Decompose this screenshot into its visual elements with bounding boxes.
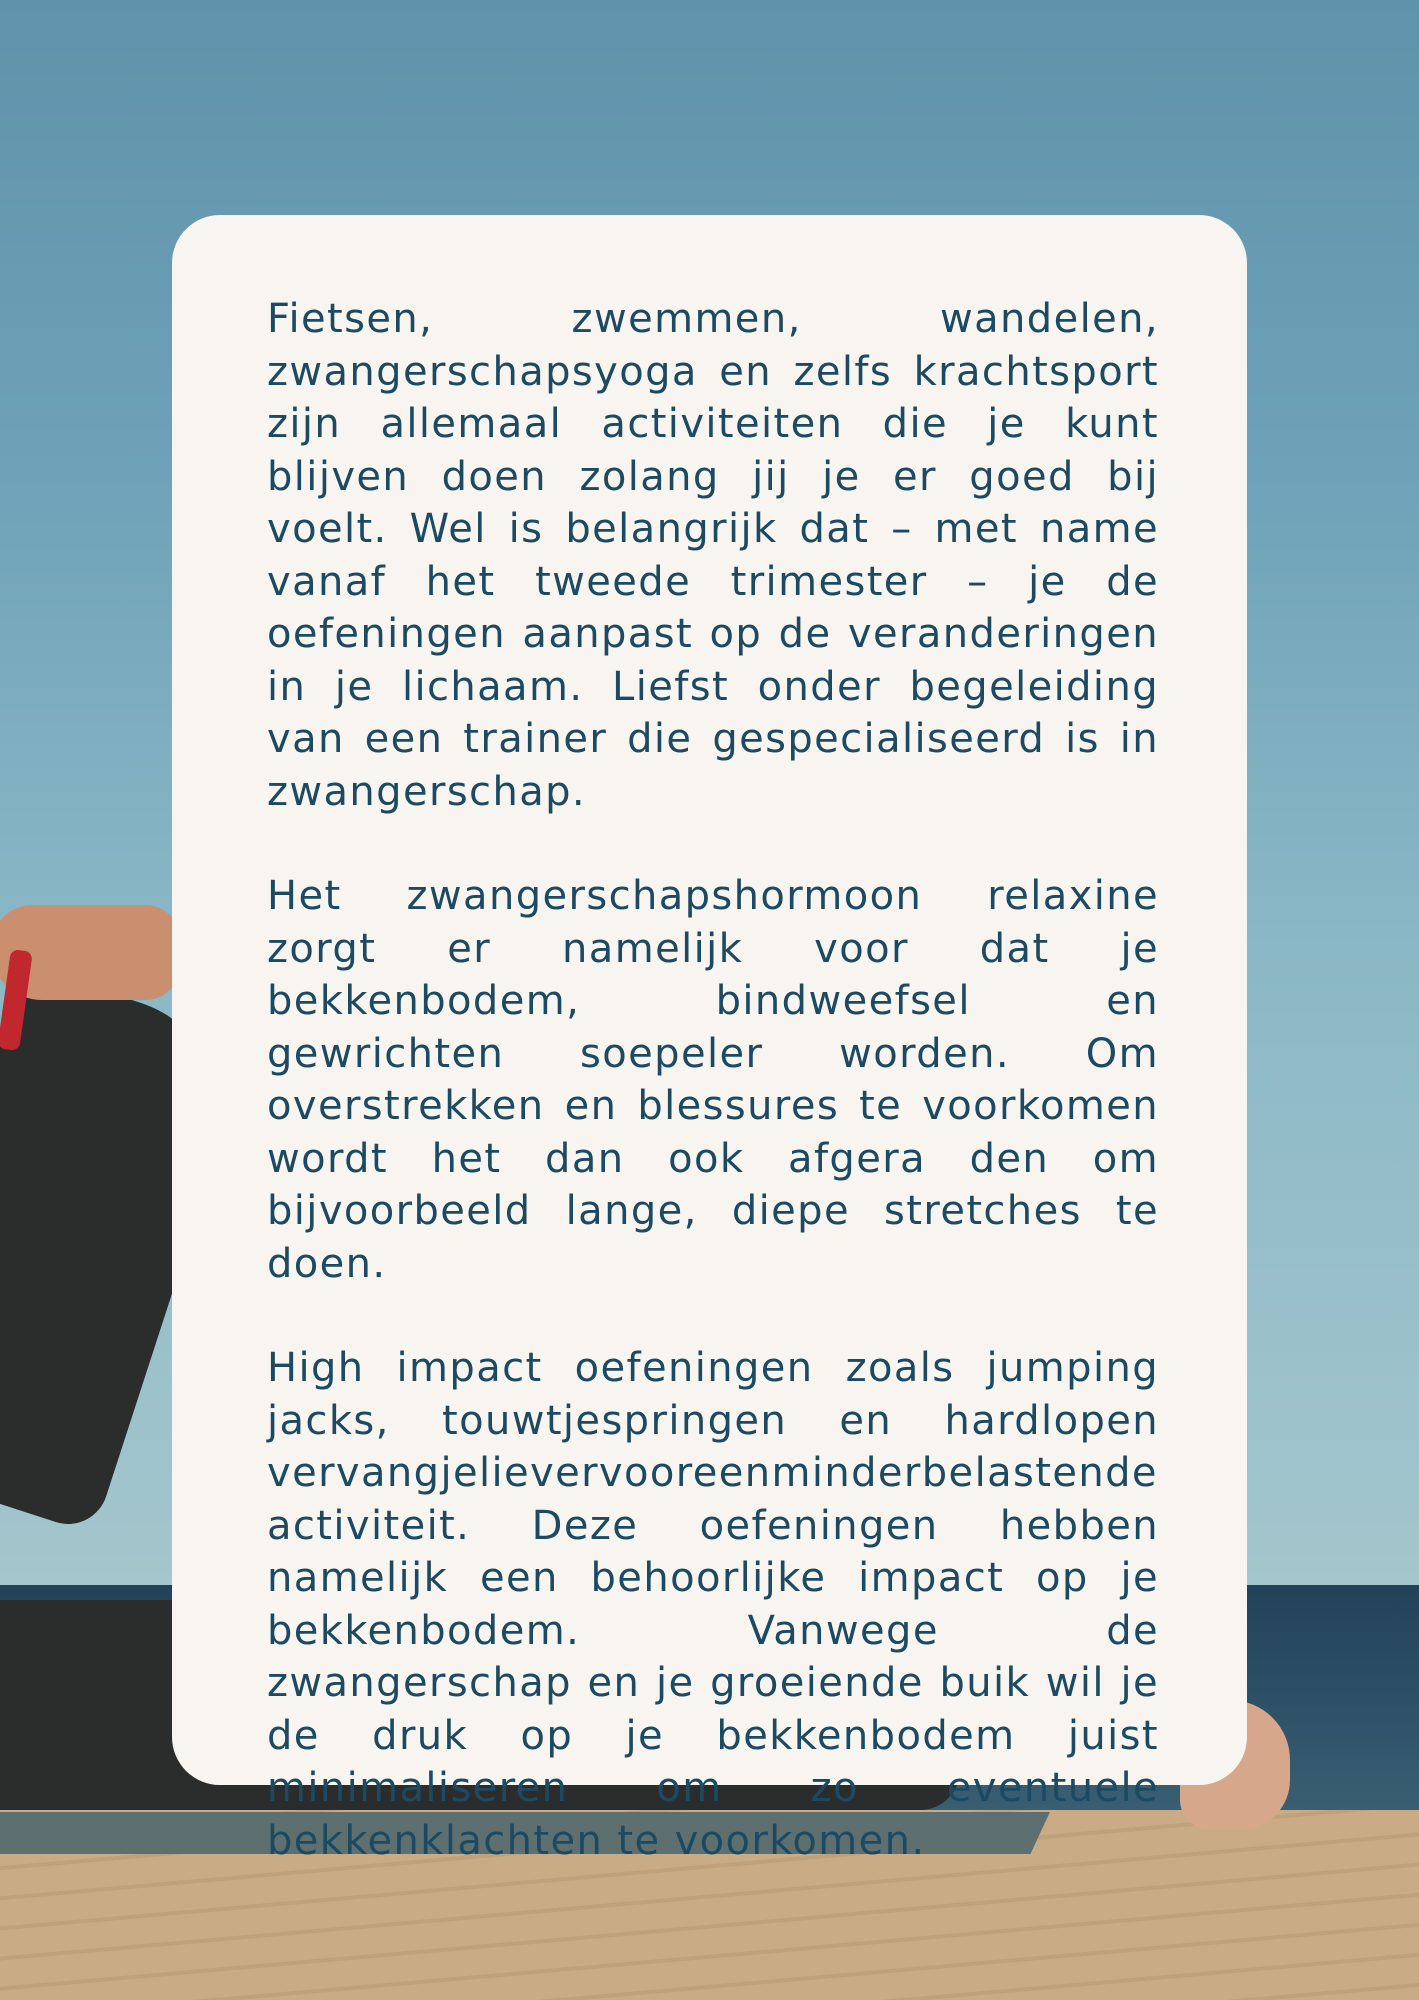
- paragraph-1: Fietsen, zwemmen, wandelen, zwangerschapsyoga en zelfs krachtsport zijn allemaal activiteiten die je kunt blijven doen zolang jij je er goed bij voelt. Wel is belangrijk dat – met name vanaf het tweede trimester – je de oefeningen aanpast op de veranderingen in je lichaam. Liefst onder begeleiding van een trainer die gespecialiseerd is in zwangerschap.: [267, 296, 1159, 815]
- text-card: [172, 215, 1247, 1864]
- paragraph-3: High impact oefeningen zoals jumping jacks, touwtjespringen en hardlopen vervangjelievervooreenminderbelastende activiteit. Deze oefeningen hebben namelijk een behoorlijke impact op je bekkenbodem. Vanwege de zwangerschap en je groeiende buik wil je de druk op je bekkenbodem juist minimaliseren om zo eventuele bekkenklachten te voorkomen.: [267, 1345, 1159, 1864]
- paragraph-2: Het zwangerschapshormoon relaxine zorgt er namelijk voor dat je bekkenbodem, bindweefsel en gewrichten soepeler worden. Om overstrekken en blessures te voorkomen wordt het dan ook afgera den om bijvoorbeeld lange, diepe stretches te doen.: [267, 873, 1159, 1287]
